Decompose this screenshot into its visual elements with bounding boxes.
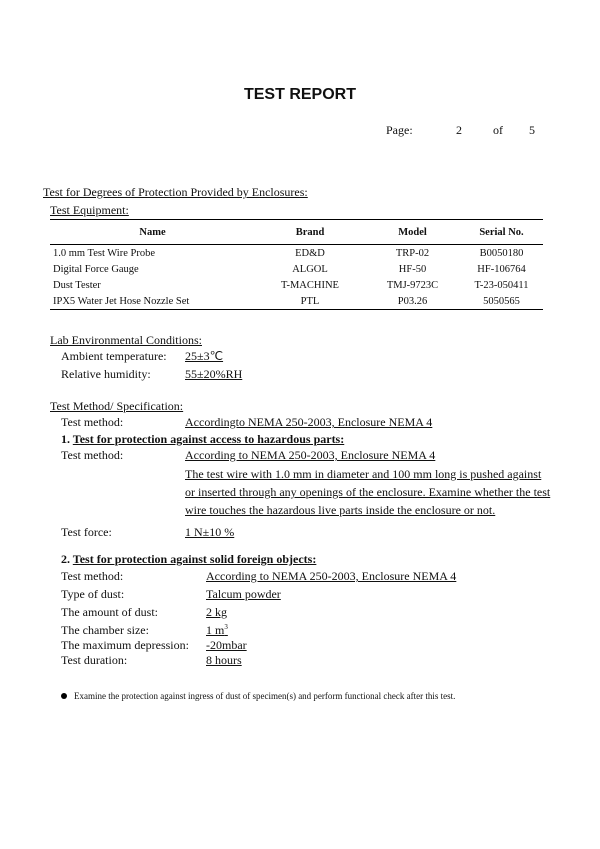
chamber-value-text: 1 m — [206, 623, 225, 637]
table-cell: ED&D — [295, 247, 325, 259]
column-header: Brand — [255, 220, 365, 245]
part2-method-label: Test method: — [61, 569, 124, 583]
report-title: TEST REPORT — [243, 86, 356, 103]
dust-label: Type of dust: — [61, 587, 125, 601]
table-cell: HF-50 — [398, 263, 427, 275]
ambient-label: Ambient temperature: — [61, 349, 167, 363]
lab-heading: Lab Environmental Conditions: — [50, 333, 202, 347]
part1-force-label: Test force: — [61, 525, 112, 539]
table-cell: PTL — [255, 293, 365, 310]
column-header: Name — [50, 220, 255, 245]
part1-force-value: 1 N±10 % — [185, 525, 235, 539]
column-header: Serial No. — [460, 220, 543, 245]
duration-value: 8 hours — [206, 653, 242, 667]
page-of: of — [493, 123, 503, 137]
humidity-value: 55±20%RH — [185, 367, 243, 381]
section-title: Test for Degrees of Protection Provided by Enclosures: — [43, 185, 308, 199]
chamber-value-sup: 3 — [224, 623, 228, 631]
method-heading: Test Method/ Specification: — [50, 399, 184, 413]
table-cell: T-23-050411 — [474, 279, 529, 291]
part2-number: 2. — [61, 552, 70, 566]
chamber-value — [206, 623, 228, 638]
amount-value: 2 kg — [206, 605, 227, 619]
dust-value: Talcum powder — [206, 587, 281, 601]
table-row — [50, 261, 543, 277]
table-row — [50, 245, 543, 262]
depression-value: -20mbar — [206, 638, 247, 652]
chamber-label: The chamber size: — [61, 623, 149, 637]
table-cell: TMJ-9723C — [386, 279, 439, 291]
table-cell: Dust Tester — [53, 279, 101, 291]
table-cell: TRP-02 — [395, 247, 430, 259]
part1-number: 1. — [61, 432, 70, 446]
table-cell: B0050180 — [479, 247, 524, 259]
table-cell: P03.26 — [365, 293, 460, 310]
part1-desc-line: The test wire with 1.0 mm in diameter and 100 mm long is pushed against — [185, 467, 542, 481]
method-value: Accordingto NEMA 250-2003, Enclosure NEMA 4 — [185, 415, 433, 429]
part1-title-text: Test for protection against access to hazardous parts: — [72, 432, 345, 446]
part2-title — [61, 552, 316, 567]
table-cell: IPX5 Water Jet Hose Nozzle Set — [50, 293, 255, 310]
table-cell: ALGOL — [292, 263, 328, 275]
page-label: Page: — [386, 123, 413, 137]
part2-title-text: Test for protection against solid foreign objects: — [72, 552, 317, 566]
part1-desc-line: wire touches the hazardous live parts inside the enclosure or not. — [185, 503, 496, 517]
ambient-value: 25±3℃ — [185, 349, 224, 363]
table-cell: Digital Force Gauge — [53, 263, 139, 275]
table-cell: 5050565 — [460, 293, 543, 310]
table-cell: HF-106764 — [477, 263, 526, 275]
part2-method-value: According to NEMA 250-2003, Enclosure NEMA 4 — [206, 569, 457, 583]
equipment-table — [50, 219, 543, 310]
column-header: Model — [365, 220, 460, 245]
table-header-row — [50, 220, 543, 245]
part1-title — [61, 432, 344, 447]
equipment-heading: Test Equipment: — [50, 203, 129, 217]
table-row — [50, 277, 543, 293]
part1-method-value: According to NEMA 250-2003, Enclosure NEMA 4 — [185, 448, 436, 462]
table-cell: 1.0 mm Test Wire Probe — [53, 247, 155, 259]
depression-label: The maximum depression: — [61, 638, 189, 652]
part1-method-label: Test method: — [61, 448, 124, 462]
note-text: Examine the protection against ingress of dust of specimen(s) and perform functional check after this test. — [74, 691, 456, 701]
bullet-icon — [61, 693, 67, 699]
humidity-label: Relative humidity: — [61, 367, 151, 381]
method-label: Test method: — [61, 415, 124, 429]
table-row — [50, 293, 543, 310]
part1-desc-line: or inserted through any openings of the enclosure. Examine whether the test — [185, 485, 551, 499]
page-current: 2 — [456, 123, 462, 137]
page-total: 5 — [529, 123, 535, 137]
duration-label: Test duration: — [61, 653, 128, 667]
table-cell: T-MACHINE — [281, 279, 339, 291]
amount-label: The amount of dust: — [61, 605, 158, 619]
